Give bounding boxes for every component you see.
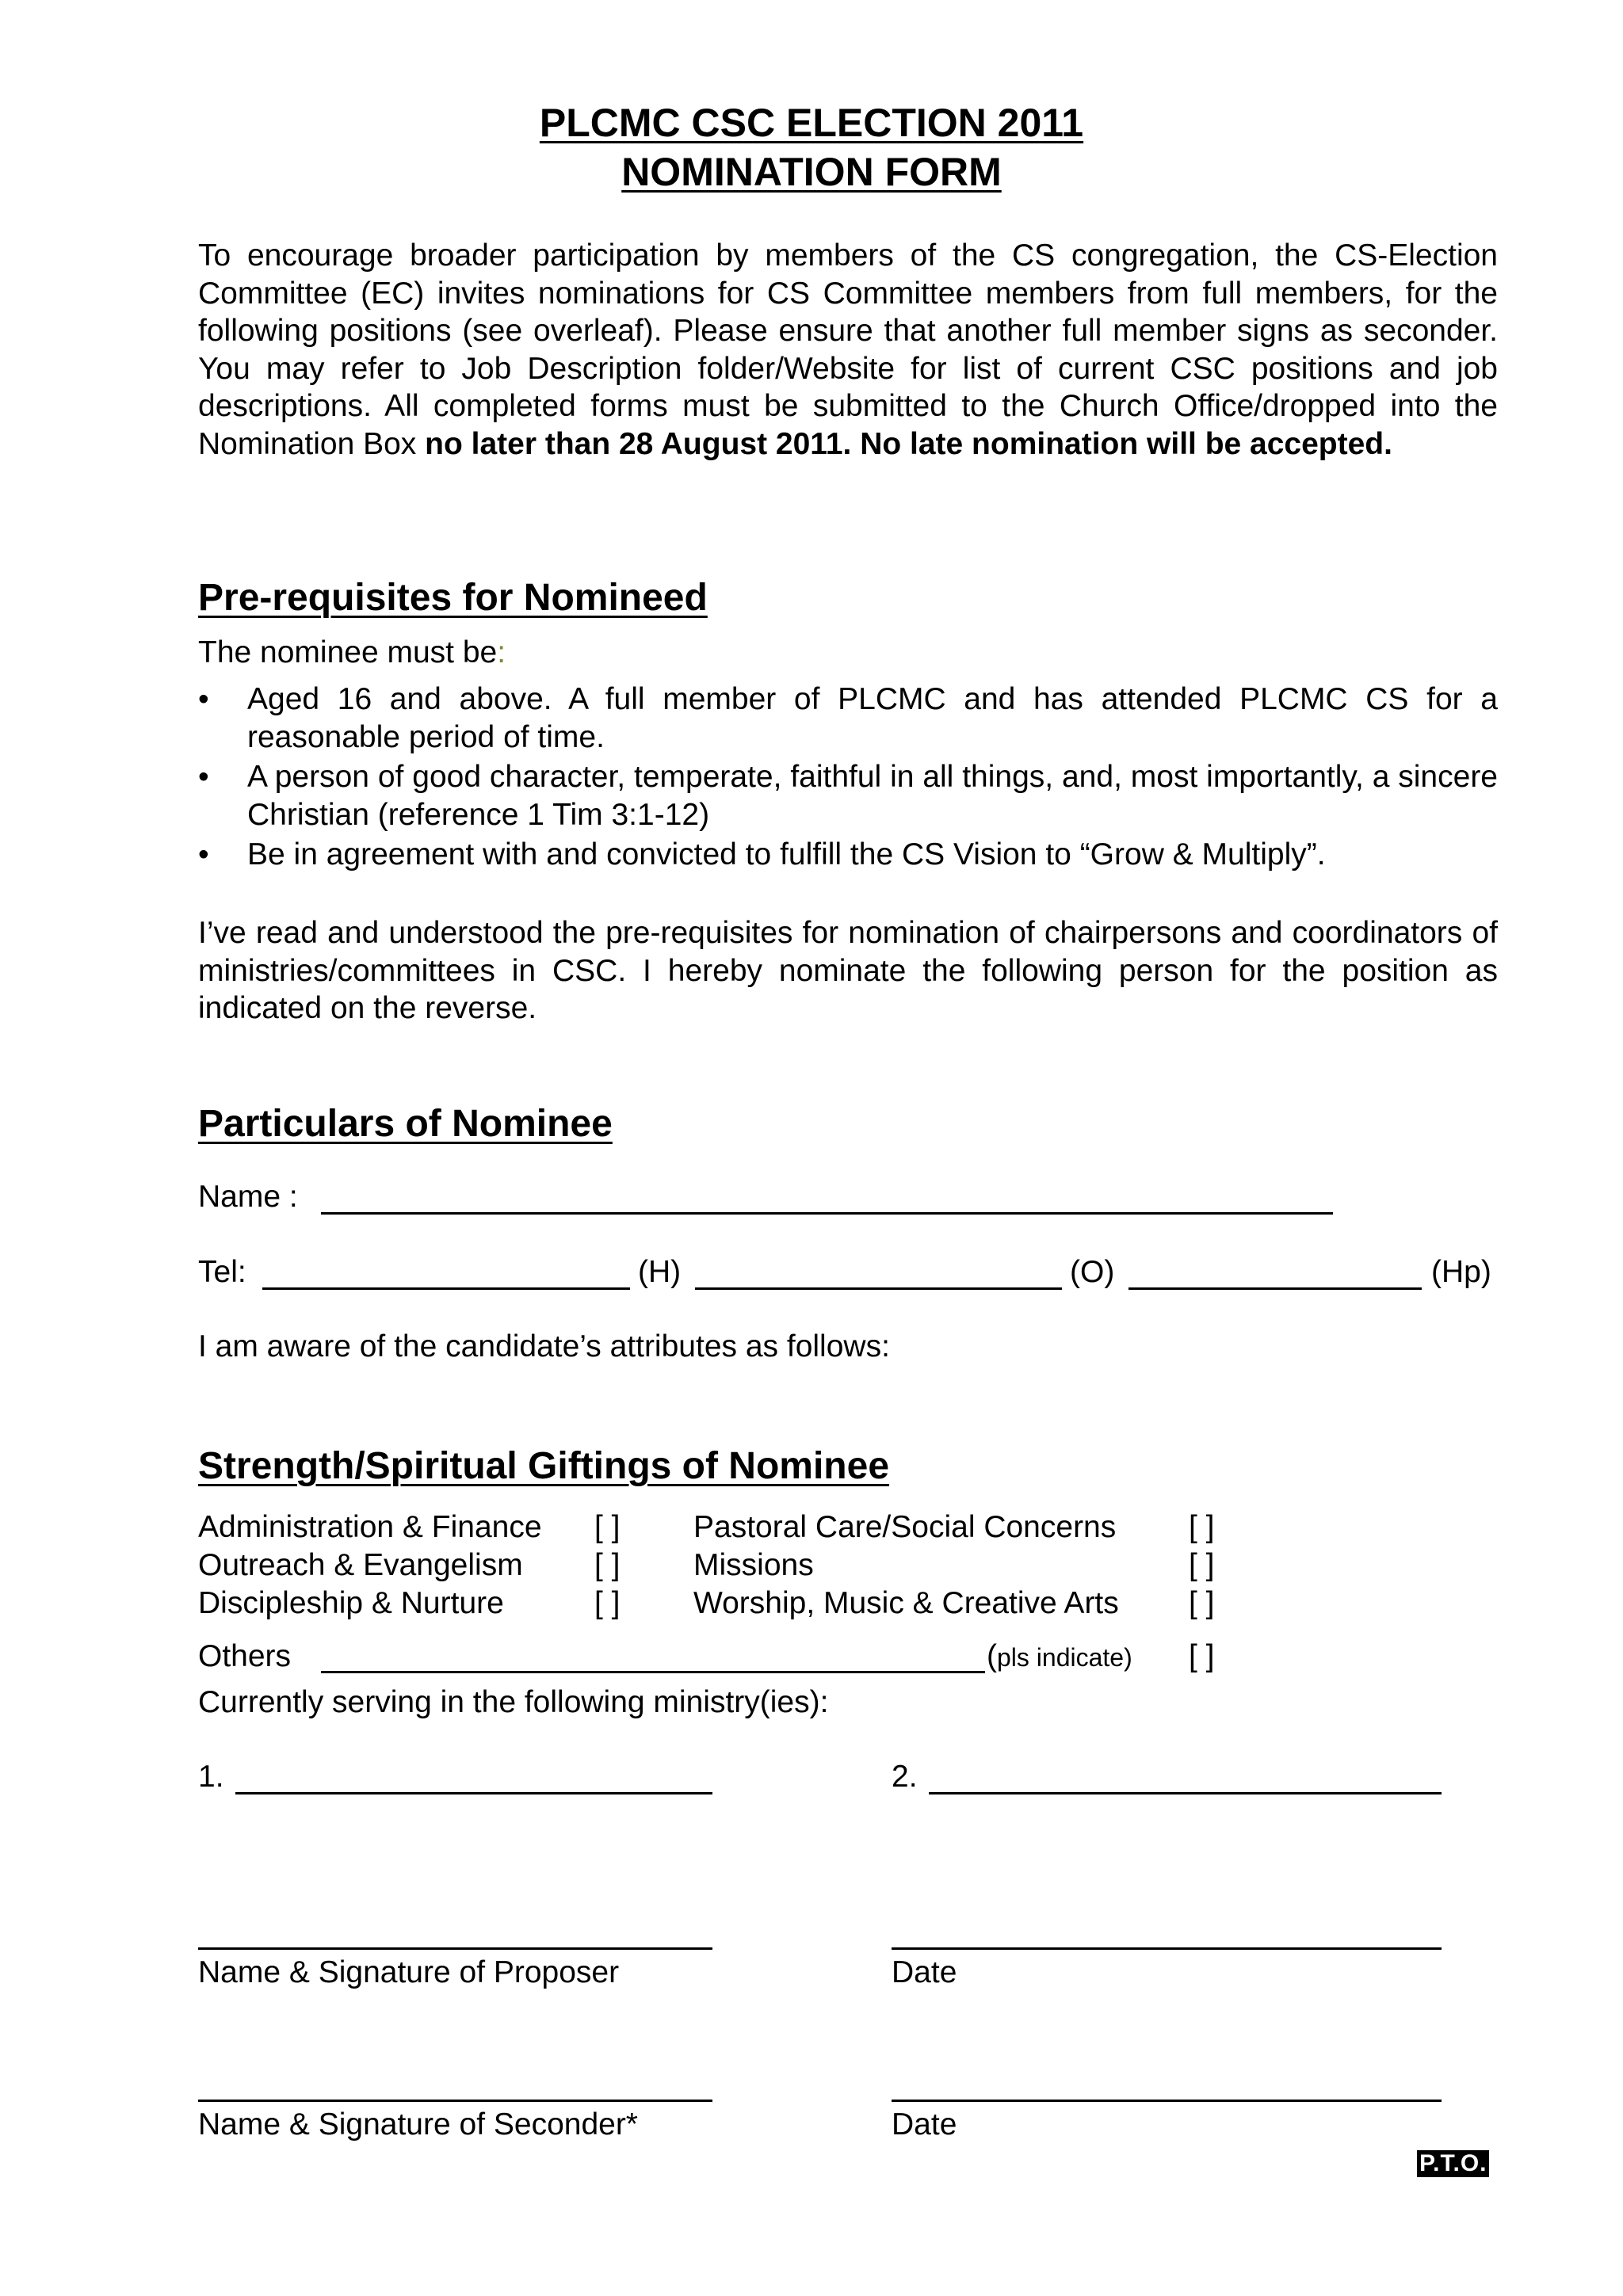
ministry-2-label: 2.: [892, 1760, 918, 1794]
others-checkbox[interactable]: [ ]: [1189, 1639, 1215, 1673]
gift-missions-label: Missions: [693, 1548, 814, 1582]
seconder-label: Name & Signature of Seconder*: [198, 2107, 638, 2142]
name-label: Name :: [198, 1180, 298, 1214]
proposer-date-label: Date: [892, 1955, 957, 1989]
declaration-paragraph: I’ve read and understood the pre-requisites for nomination of chairpersons and coordinators of ministries/committees in CSC. I hereby nominate the following person for the position as indicated on the reverse.: [198, 916, 1498, 1025]
gift-worship-label: Worship, Music & Creative Arts: [693, 1586, 1119, 1620]
gift-admin-finance-checkbox[interactable]: [ ]: [594, 1510, 621, 1544]
ministry-1-field[interactable]: [235, 1792, 712, 1794]
tel-office-field[interactable]: [695, 1287, 1062, 1290]
tel-hp-label: (Hp): [1431, 1255, 1491, 1289]
prereq-lead: The nominee must be:: [198, 635, 506, 669]
ministry-2-field[interactable]: [929, 1792, 1442, 1794]
giftings-heading: Strength/Spiritual Giftings of Nominee: [198, 1445, 890, 1487]
aware-text: I am aware of the candidate’s attributes as follows:: [198, 1329, 890, 1363]
others-note: (pls indicate): [987, 1639, 1132, 1673]
name-field[interactable]: [321, 1212, 1333, 1215]
intro-paragraph: To encourage broader participation by members of the CS congregation, the CS-Election Committee (EC) invites nominations for CS Committee members from full members, for the following positions (see overleaf). Please ensure that another full member signs as seconder. You may refer to Job Description folder/Website for list of current CSC positions and job descriptions. All completed forms must be submitted to the Church Office/dropped into the Nomination Box no later than 28 August 2011. No late nomination will be accepted.: [198, 238, 1498, 461]
gift-outreach-label: Outreach & Evangelism: [198, 1548, 523, 1582]
tel-office-label: (O): [1070, 1255, 1115, 1289]
gift-outreach-checkbox[interactable]: [ ]: [594, 1548, 621, 1582]
form-title-line1: PLCMC CSC ELECTION 2011: [539, 101, 1084, 145]
serving-text: Currently serving in the following ministry(ies):: [198, 1685, 829, 1719]
seconder-date-field[interactable]: [892, 2100, 1442, 2102]
gift-pastoral-care-label: Pastoral Care/Social Concerns: [693, 1510, 1117, 1544]
prereq-item: • Aged 16 and above. A full member of PLCMC and has attended PLCMC CS for a reasonable period of time.: [198, 682, 1498, 754]
others-label: Others: [198, 1639, 292, 1673]
prereq-heading: Pre-requisites for Nomineed: [198, 577, 708, 619]
gift-worship-checkbox[interactable]: [ ]: [1189, 1586, 1215, 1620]
ministry-1-label: 1.: [198, 1760, 224, 1794]
seconder-date-label: Date: [892, 2107, 957, 2142]
tel-hp-field[interactable]: [1128, 1287, 1422, 1290]
prereq-list: [198, 681, 1498, 876]
tel-home-label: (H): [638, 1255, 682, 1289]
form-title-line2: NOMINATION FORM: [621, 150, 1002, 194]
gift-discipleship-checkbox[interactable]: [ ]: [594, 1586, 621, 1620]
prereq-item: • A person of good character, temperate, faithful in all things, and, most importantly, a sincere Christian (reference 1 Tim 3:1-12): [198, 760, 1498, 832]
proposer-signature-field[interactable]: [198, 1947, 712, 1950]
prereq-item: • Be in agreement with and convicted to fulfill the CS Vision to “Grow & Multiply”.: [198, 837, 1326, 871]
others-field[interactable]: [321, 1671, 985, 1673]
pto-badge: P.T.O.: [1417, 2150, 1489, 2177]
gift-discipleship-label: Discipleship & Nurture: [198, 1586, 504, 1620]
seconder-signature-field[interactable]: [198, 2100, 712, 2102]
gift-admin-finance-label: Administration & Finance: [198, 1510, 542, 1544]
deadline-text: no later than 28 August 2011. No late nomination will be accepted.: [425, 426, 1392, 461]
proposer-label: Name & Signature of Proposer: [198, 1955, 620, 1989]
tel-label: Tel:: [198, 1255, 246, 1289]
proposer-date-field[interactable]: [892, 1947, 1442, 1950]
gift-missions-checkbox[interactable]: [ ]: [1189, 1548, 1215, 1582]
gift-pastoral-care-checkbox[interactable]: [ ]: [1189, 1510, 1215, 1544]
tel-home-field[interactable]: [262, 1287, 630, 1290]
particulars-heading: Particulars of Nominee: [198, 1103, 613, 1145]
